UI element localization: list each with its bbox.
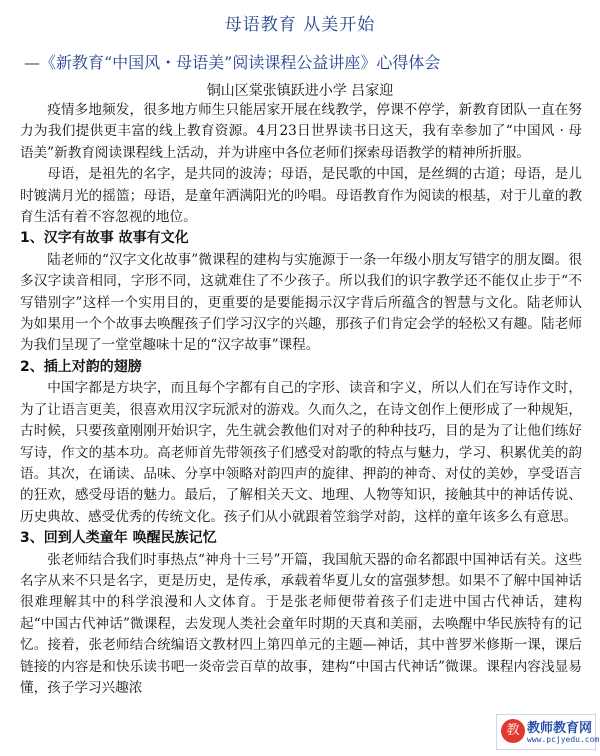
site-watermark (496, 714, 600, 750)
document-author: 铜山区棠张镇跃进小学 吕家迎 (206, 83, 394, 99)
paragraph-section-1: 陆老师的“汉字文化故事”微课程的建构与实施源于一条一年级小朋友写错字的朋友圈。很多汉字读音相同，字形不同，这就难住了不少孩子。所以我们的识字教学还不能仅止步于“不写错别字”这样一个实用目的，更重要的是要能揭示汉字背后所蕴含的智慧与文化。陆老师认为如果用一个个故事去唤醒孩子们学习汉字的兴趣，那孩子们肯定会学的轻松又有趣。陆老师为我们呈现了一堂堂趣味十足的“汉字故事”课程。 (20, 251, 582, 354)
paragraph-mother-tongue: 母语，是祖先的名字，是共同的波涛；母语，是民歌的中国，是丝绸的古道；母语，是儿时镀满月光的摇篮；母语，是童年洒满阳光的吟唱。母语教育作为阅读的根基，对于儿童的教育生活有着不容忽视的地位。 (20, 166, 582, 226)
section-heading-3: 3、回到人类童年 唤醒民族记忆 (20, 530, 217, 547)
document-subtitle: —《新教育“中国风・母语美”阅读课程公益讲座》心得体会 (24, 53, 441, 72)
paragraph-section-3: 张老师结合我们时事热点“神舟十三号”开篇，我国航天器的命名都跟中国神话有关。这些名字从来不只是名字，更是历史，是传承，承载着华夏儿女的富强梦想。如果不了解中国神话很难理解其中的科学浪漫和人文体育。于是张老师便带着孩子们走进中国古代神话，建构起“中国古代神话”微课程，去发现人类社会童年时期的天真和美丽，去唤醒中华民族特有的记忆。接着，张老师结合统编语文教材四上第四单元的主题—神话，其中普罗米修斯一课，课后链接的内容是和快乐读书吧一炎帝尝百草的故事，建构“中国古代神话”微课。课程内容浅显易懂，孩子学习兴趣浓 (20, 551, 582, 696)
watermark-logo-icon: 教 (501, 719, 525, 743)
document-title: 母语教育 从美开始 (224, 15, 376, 35)
watermark-url: www.pcjyedu.com (527, 735, 600, 744)
document-body (20, 100, 582, 699)
section-heading-2: 2、插上对韵的翅膀 (20, 358, 142, 375)
paragraph-section-2: 中国字都是方块字，而且每个字都有自己的字形、读音和字义，所以人们在写诗作文时，为了让语言更美，很喜欢用汉字玩派对的游戏。久而久之，在诗文创作上便形成了一种规矩，古时候，只要孩童刚刚开始识字，先生就会教他们对对子的种种技巧，目的是为了让他们练好写诗，作文的基本功。高老师首先带领孩子们感受对韵歌的特点与魅力，学习、积累优美的韵语。其次，在诵读、品味、分享中领略对韵四声的旋律、押韵的神奇、对仗的美妙，享受语言的狂欢，感受母语的魅力。最后，了解相关天文、地理、人物等知识，接触其中的神话传说、历史典故、感受优秀的传统文化。孩子们从小就跟着笠翁学对韵，这样的童年该多么有意思。 (20, 380, 582, 525)
watermark-text: 教师教育网 (527, 721, 593, 736)
section-heading-1: 1、汉字有故事 故事有文化 (20, 230, 189, 247)
paragraph-intro: 疫情多地频发，很多地方师生只能居家开展在线教学，停课不停学，新教育团队一直在努力为我们提供更丰富的线上教育资源。4月23日世界读书日这天，我有幸参加了“中国风 · 母语美”新教育阅读课程线上活动，并为讲座中各位老师们探索母语教学的精神所折服。 (20, 102, 582, 161)
